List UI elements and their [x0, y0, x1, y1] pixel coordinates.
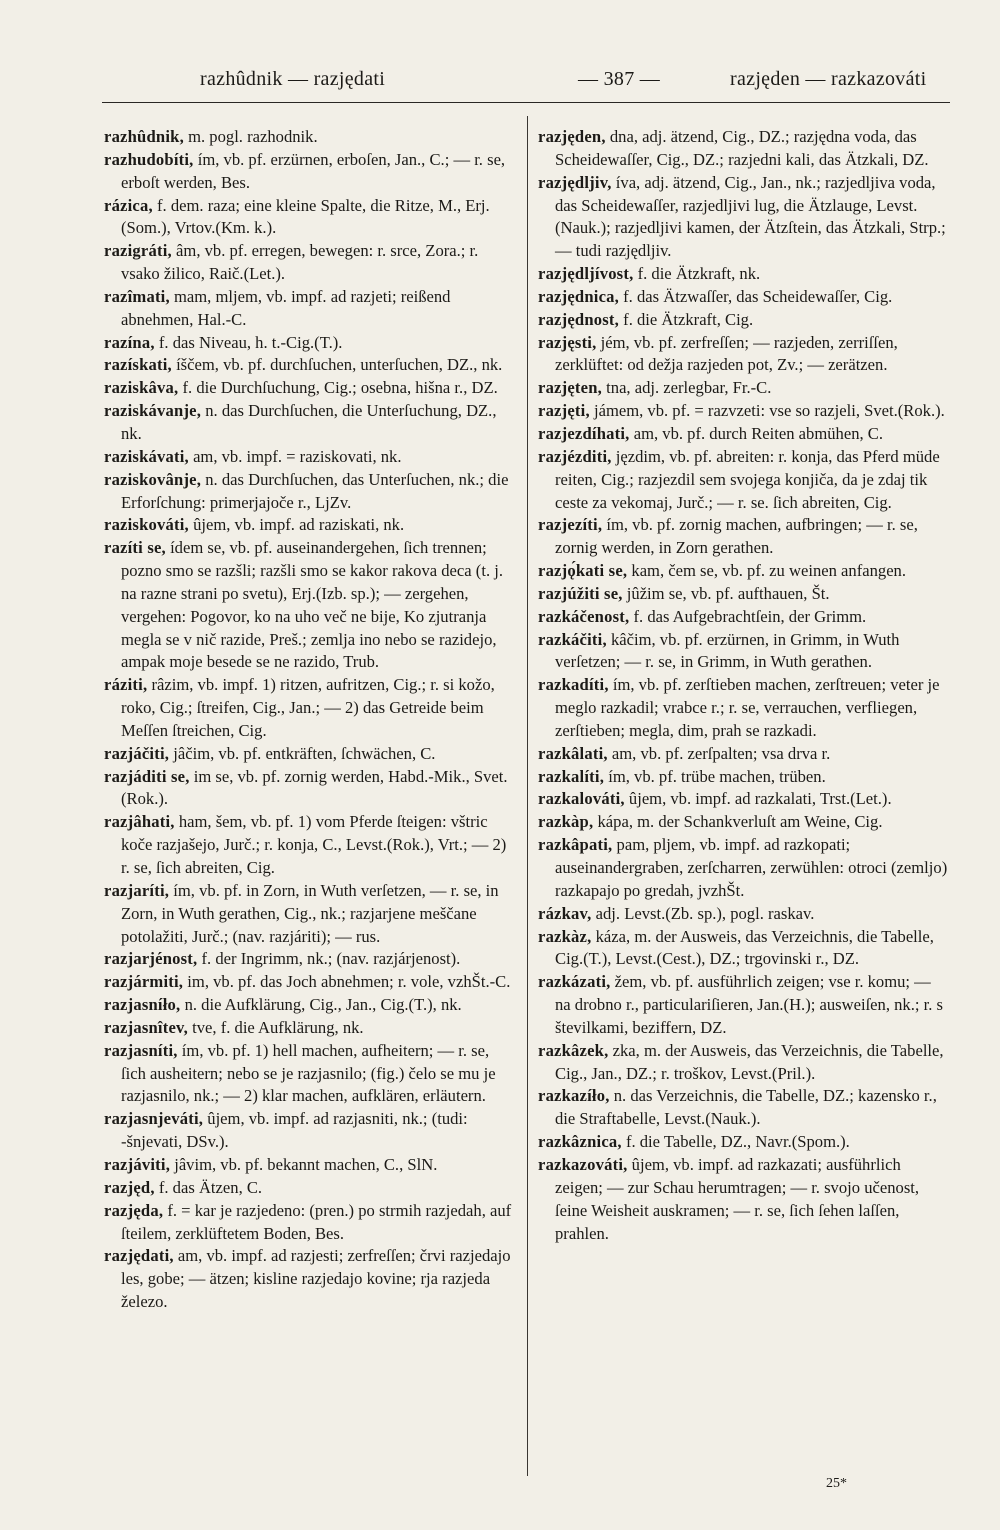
dictionary-entry	[538, 606, 950, 629]
dictionary-entry	[538, 926, 950, 972]
entry-definition: f. die Ätzkraft, Cig.	[623, 309, 754, 329]
dictionary-entry	[538, 263, 950, 286]
dictionary-entry	[104, 1017, 516, 1040]
entry-definition: jûžim se, vb. pf. aufthauen, Št.	[626, 583, 830, 603]
dictionary-entry	[538, 766, 950, 789]
entry-definition: âm, vb. pf. erregen, bewegen: r. srce, Zora.; r. vsako žilico, Raič.(Let.).	[121, 241, 479, 284]
entry-headword: razjaríti,	[104, 880, 170, 900]
dictionary-entry	[538, 560, 950, 583]
entry-definition: f. die Tabelle, DZ., Navr.(Spom.).	[625, 1132, 850, 1152]
entry-definition: kápa, m. der Schankverluſt am Weine, Cig.	[597, 812, 883, 832]
entry-headword: razjędljívost,	[538, 264, 634, 284]
dictionary-entry	[104, 469, 516, 515]
entry-definition: n. das Verzeichnis, die Tabelle, DZ.; kazensko r., die Straftabelle, Levst.(Nauk.).	[555, 1086, 937, 1129]
entry-definition: ûjem, vb. impf. ad raziskati, nk.	[193, 515, 405, 535]
entry-headword: razjęd,	[104, 1177, 155, 1197]
right-column	[538, 126, 950, 1478]
entry-headword: razjáviti,	[104, 1154, 171, 1174]
dictionary-entry	[104, 1108, 516, 1154]
entry-definition: ûjem, vb. impf. ad razkalati, Trst.(Let.).	[628, 789, 892, 809]
dictionary-entry	[538, 674, 950, 743]
page-number: — 387 —	[578, 68, 661, 90]
entry-headword: razína,	[104, 332, 155, 352]
entry-headword: razkâznica,	[538, 1132, 622, 1152]
dictionary-entry	[104, 400, 516, 446]
entry-headword: ráziti,	[104, 675, 148, 695]
entry-definition: mam, mljem, vb. impf. ad razjeti; reißend abnehmen, Hal.-C.	[121, 286, 451, 329]
entry-definition: ham, šem, vb. pf. 1) vom Pferde ſteigen: vštric koče razjašejo, Jurč.; r. konja, C., Levst.(Rok.), Vrt.; — 2) r. se, ſich abreiten, Cig.	[121, 812, 507, 877]
entry-definition: dna, adj. ätzend, Cig., DZ.; razjędna voda, das Scheidewaſſer, Cig., DZ.; razjedni kali, das Ätzkali, DZ.	[555, 127, 929, 169]
dictionary-entry	[538, 126, 950, 172]
dictionary-entry	[104, 240, 516, 286]
dictionary-entry	[104, 149, 516, 195]
dictionary-entry	[104, 1245, 516, 1314]
entry-definition: ûjem, vb. impf. ad razkazati; ausführlich zeigen; — zur Schau herumtragen; — r. svojo učenost, ſeine Weisheit auskramen; — r. se, ſich ſehen laſſen, prahlen.	[555, 1154, 920, 1243]
dictionary-entry	[104, 195, 516, 241]
entry-definition: m. pogl. razhodnik.	[188, 127, 318, 146]
entry-headword: razjáčiti,	[104, 743, 170, 763]
entry-definition: f. die Durchſuchung, Cig.; osebna, hišna r., DZ.	[182, 378, 498, 398]
entry-definition: f. das Ätzen, C.	[158, 1177, 263, 1197]
entry-definition: râzim, vb. impf. 1) ritzen, aufritzen, Cig.; r. si kožo, roko, Cig.; ſtreifen, Cig., Jan.; — 2) das Getreide beim Meſſen ſtreichen, Cig.	[121, 675, 495, 740]
dictionary-entry	[104, 743, 516, 766]
entry-headword: razjęda,	[104, 1200, 164, 1220]
dictionary-entry	[538, 1085, 950, 1131]
entry-definition: f. die Ätzkraft, nk.	[637, 264, 761, 284]
entry-headword: razjędnica,	[538, 286, 619, 306]
dictionary-entry	[104, 1200, 516, 1246]
header-right-guide-words: razjęden — razkazováti	[730, 68, 927, 90]
entry-headword: razhûdnik,	[104, 127, 184, 146]
entry-headword: razkâlati,	[538, 743, 608, 763]
left-column	[104, 126, 516, 1478]
dictionary-entry	[538, 629, 950, 675]
entry-definition: jâčim, vb. pf. entkräften, ſchwächen, C.	[173, 743, 436, 763]
entry-headword: raziskâva,	[104, 378, 179, 398]
dictionary-entry	[538, 400, 950, 423]
entry-definition: tna, adj. zerlegbar, Fr.-C.	[606, 378, 772, 398]
dictionary-entry	[104, 994, 516, 1017]
entry-headword: razjasníti,	[104, 1040, 178, 1060]
entry-definition: íščem, vb. pf. durchſuchen, unterſuchen, DZ., nk.	[176, 355, 503, 375]
entry-definition: ím, vb. pf. erzürnen, erboſen, Jan., C.; — r. se, erboſt werden, Bes.	[121, 149, 506, 192]
entry-headword: raziskovânje,	[104, 469, 202, 489]
running-header	[100, 68, 950, 98]
dictionary-entry	[538, 971, 950, 1040]
entry-headword: razjęden,	[538, 127, 606, 146]
entry-headword: razkâpati,	[538, 835, 613, 855]
dictionary-entry	[538, 332, 950, 378]
dictionary-entry	[104, 1040, 516, 1109]
entry-headword: razkáčiti,	[538, 629, 607, 649]
entry-headword: razjarjénost,	[104, 949, 198, 969]
entry-headword: razîmati,	[104, 286, 170, 306]
entry-definition: ím, vb. pf. in Zorn, in Wuth verſetzen, — r. se, in Zorn, in Wuth gerathen, Cig., nk.; razjarjene meščane potolažiti, Jurč.; (nav. razjáriti); — rus.	[121, 880, 499, 946]
entry-headword: razjędljiv,	[538, 172, 612, 192]
entry-definition: f. das Ätzwaſſer, das Scheidewaſſer, Cig.	[623, 286, 893, 306]
entry-headword: razkalíti,	[538, 766, 605, 786]
entry-definition: ím, vb. pf. zornig machen, aufbringen; — r. se, zornig werden, in Zorn gerathen.	[555, 515, 918, 558]
entry-headword: razjęti,	[538, 401, 590, 421]
entry-definition: f. dem. raza; eine kleine Spalte, die Ritze, M., Erj.(Som.), Vrtov.(Km. k.).	[121, 195, 490, 238]
entry-definition: tve, f. die Aufklärung, nk.	[192, 1017, 364, 1037]
dictionary-entry	[538, 834, 950, 903]
entry-definition: jęzdim, vb. pf. abreiten: r. konja, das Pferd müde reiten, Cig.; razjezdil sem svojega konjiča, da je zdaj tik ceste za vekomaj, Jurč.; — r. se. ſich abreiten, Cig.	[555, 446, 940, 512]
dictionary-entry	[538, 1154, 950, 1245]
entry-definition: ûjem, vb. impf. ad razjasniti, nk.; (tudi: -šnjevati, DSv.).	[121, 1109, 468, 1152]
entry-definition: f. der Ingrimm, nk.; (nav. razjárjenost).	[201, 949, 461, 969]
dictionary-entry	[538, 423, 950, 446]
entry-headword: razkadíti,	[538, 675, 609, 695]
entry-headword: raziskováti,	[104, 515, 189, 535]
entry-headword: razjędati,	[104, 1246, 174, 1266]
entry-definition: pam, pljem, vb. impf. ad razkopati; auseinandergraben, zerſcharren, zerwühlen: otroci (zemljo) razkapajo po gredah, jvzhŠt.	[555, 835, 948, 900]
entry-headword: razkàz,	[538, 926, 592, 946]
entry-headword: razjęten,	[538, 378, 602, 398]
entry-definition: ídem se, vb. pf. auseinandergehen, ſich trennen; pozno smo se razšli; razšli smo se kakor rakova deca (t. j. na razne strani po svetu), Erj.(Izb. sp.); — zergehen, vergehen: Pogovor, ko na uho več ne bije, Ko zjutranja megla se v nič razide, Preš.; zemlja ino nebo se razidejo, ampak moje besede se ne razido, Trub.	[121, 538, 503, 672]
entry-headword: razjǫ́kati se,	[538, 561, 628, 581]
column-divider	[527, 116, 528, 1476]
dictionary-entry	[538, 1131, 950, 1154]
dictionary-entry	[104, 811, 516, 880]
entry-headword: razkazíło,	[538, 1086, 610, 1106]
dictionary-entry	[104, 332, 516, 355]
dictionary-entry	[104, 1154, 516, 1177]
entry-headword: razkázati,	[538, 972, 611, 992]
dictionary-entry	[538, 377, 950, 400]
dictionary-entry	[104, 446, 516, 469]
entry-definition: káza, m. der Ausweis, das Verzeichnis, die Tabelle, Cig.(T.), Levst.(Cest.), DZ.; trgovinski r., DZ.	[555, 926, 934, 969]
dictionary-entry	[104, 286, 516, 332]
entry-headword: razjasníło,	[104, 995, 181, 1015]
entry-definition: íva, adj. ätzend, Cig., Jan., nk.; razjedljiva voda, das Scheidewaſſer, razjedljivi lug, die Ätzlauge, Levst.(Nauk.); razjedljivi kamen, der Ätzſtein, das Ätzkali, Strp.; — tudi razjędljiv.	[555, 172, 946, 261]
entry-definition: adj. Levst.(Zb. sp.), pogl. raskav.	[595, 903, 815, 923]
dictionary-entry	[104, 971, 516, 994]
entry-headword: razjármiti,	[104, 972, 184, 992]
dictionary-entry	[538, 903, 950, 926]
entry-definition: am, vb. impf. = raziskovati, nk.	[193, 446, 402, 466]
entry-headword: rázica,	[104, 195, 153, 215]
entry-headword: razkàp,	[538, 812, 594, 832]
entry-definition: f. das Aufgebrachtſein, der Grimm.	[633, 606, 867, 626]
header-left-guide-words: razhûdnik — razjędati	[200, 68, 386, 90]
entry-definition: kâčim, vb. pf. erzürnen, in Grimm, in Wuth verſetzen; — r. se, in Grimm, in Wuth gerathen.	[555, 629, 900, 672]
entry-definition: im se, vb. pf. zornig werden, Habd.-Mik., Svet.(Rok.).	[121, 766, 508, 809]
entry-headword: razkâzek,	[538, 1040, 609, 1060]
dictionary-entry	[104, 514, 516, 537]
entry-headword: razjęsti,	[538, 332, 597, 352]
dictionary-entry	[538, 172, 950, 263]
entry-headword: rázkav,	[538, 903, 592, 923]
signature-mark: 25*	[826, 1476, 847, 1491]
entry-definition: jámem, vb. pf. = razvzeti: vse so razjeli, Svet.(Rok.).	[593, 401, 945, 421]
entry-definition: im, vb. pf. das Joch abnehmen; r. vole, vzhŠt.-C.	[187, 972, 511, 992]
entry-headword: razkalováti,	[538, 789, 625, 809]
dictionary-entry	[538, 788, 950, 811]
dictionary-entry	[538, 743, 950, 766]
entry-headword: razhudobíti,	[104, 149, 194, 169]
dictionary-entry	[538, 309, 950, 332]
entry-headword: razkazováti,	[538, 1154, 628, 1174]
entry-headword: razíti se,	[104, 538, 166, 558]
dictionary-entry	[104, 880, 516, 949]
entry-headword: razjâhati,	[104, 812, 175, 832]
dictionary-entry	[104, 674, 516, 743]
entry-definition: ím, vb. pf. 1) hell machen, aufheitern; — r. se, ſich ausheitern; nebo se je razjasnilo; (fig.) čelo se mu je razjasnilo, nk.; — 2) klar machen, aufklären, erläutern.	[121, 1040, 496, 1106]
entry-headword: razigráti,	[104, 241, 172, 261]
entry-definition: f. das Niveau, h. t.-Cig.(T.).	[158, 332, 343, 352]
dictionary-entry	[104, 377, 516, 400]
dictionary-entry	[104, 766, 516, 812]
entry-headword: razkáčenost,	[538, 606, 630, 626]
entry-definition: zka, m. der Ausweis, das Verzeichnis, die Tabelle, Cig., Jan., DZ.; r. troškov, Levst.(Pril.).	[555, 1040, 944, 1083]
dictionary-entry	[538, 583, 950, 606]
dictionary-entry	[538, 811, 950, 834]
entry-headword: razjúžiti se,	[538, 583, 623, 603]
dictionary-entry	[104, 948, 516, 971]
entry-definition: jâvim, vb. pf. bekannt machen, C., SlN.	[174, 1154, 438, 1174]
entry-definition: am, vb. pf. zerſpalten; vsa drva r.	[611, 743, 831, 763]
entry-definition: am, vb. impf. ad razjesti; zerfreſſen; črvi razjedajo les, gobe; — ätzen; kisline razjedajo kovine; rja razjeda železo.	[121, 1246, 511, 1312]
entry-headword: raziskávati,	[104, 446, 189, 466]
dictionary-entry	[104, 1177, 516, 1200]
entry-definition: n. das Durchſuchen, die Unterſuchung, DZ., nk.	[121, 401, 497, 443]
entry-headword: razískati,	[104, 355, 172, 375]
entry-definition: jém, vb. pf. zerfreſſen; — razjeden, zerriſſen, zerklüftet: od dežja razjeden pot, Zv.; — zerätzen.	[555, 332, 898, 375]
entry-definition: n. die Aufklärung, Cig., Jan., Cig.(T.), nk.	[184, 995, 462, 1015]
dictionary-entry	[104, 126, 516, 149]
entry-headword: razjezdíhati,	[538, 423, 630, 443]
dictionary-entry	[104, 354, 516, 377]
entry-definition: am, vb. pf. durch Reiten abmühen, C.	[633, 423, 884, 443]
entry-definition: žem, vb. pf. ausführlich zeigen; vse r. komu; — na drobno r., particulariſieren, Jan.(H.); ausweiſen, nk.; r. s številkami, beziffern, DZ.	[555, 972, 943, 1037]
entry-definition: ím, vb. pf. zerſtieben machen, zerſtreuen; veter je meglo razkadil; vrabce r.; r. se, verrauchen, verfliegen, zerſtieben; megla, dim, prah se razkadi.	[555, 675, 940, 740]
entry-headword: razjasnjeváti,	[104, 1109, 204, 1129]
entry-definition: n. das Durchſuchen, das Unterſuchen, nk.; die Erforſchung: primerjajoče r., LjZv.	[121, 469, 509, 512]
entry-definition: ím, vb. pf. trübe machen, trüben.	[608, 766, 826, 786]
entry-headword: raziskávanje,	[104, 401, 202, 421]
entry-definition: f. = kar je razjedeno: (pren.) po strmih razjedah, auf ſteilem, zerklüftetem Boden, Bes.	[121, 1200, 512, 1243]
dictionary-entry	[538, 1040, 950, 1086]
dictionary-entry	[538, 514, 950, 560]
dictionary-entry	[538, 446, 950, 515]
entry-headword: razjasnîtev,	[104, 1017, 188, 1037]
dictionary-entry	[104, 537, 516, 674]
dictionary-entry	[538, 286, 950, 309]
header-rule	[102, 102, 950, 103]
entry-headword: razjáditi se,	[104, 766, 190, 786]
entry-headword: razjézditi,	[538, 446, 612, 466]
entry-headword: razjezíti,	[538, 515, 603, 535]
entry-headword: razjędnost,	[538, 309, 620, 329]
entry-definition: kam, čem se, vb. pf. zu weinen anfangen.	[631, 561, 907, 581]
